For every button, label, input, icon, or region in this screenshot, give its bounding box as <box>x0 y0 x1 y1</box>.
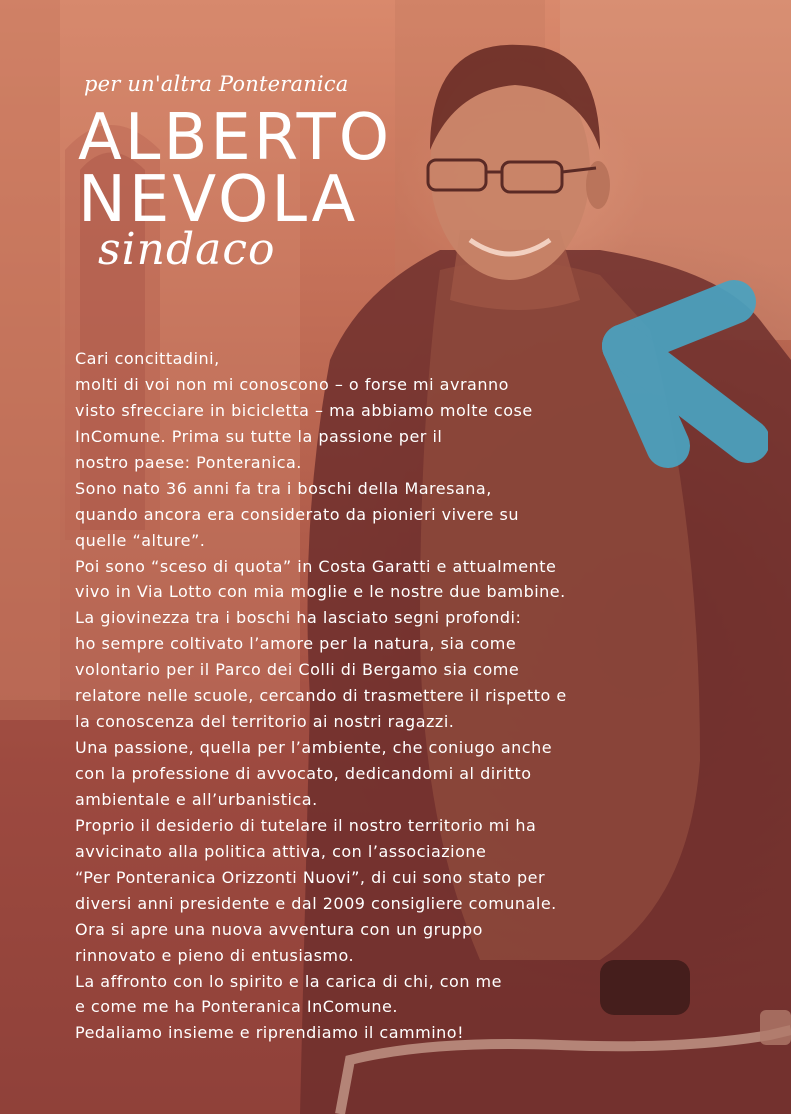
letter-line: vivo in Via Lotto con mia moglie e le nostre due bambine. <box>75 582 566 602</box>
letter-line: ho sempre coltivato l’amore per la natura, sia come <box>75 634 517 654</box>
letter-line: Una passione, quella per l’ambiente, che coniugo anche <box>75 738 553 758</box>
letter-line: con la professione di avvocato, dedicandomi al diritto <box>75 764 532 783</box>
letter-line: ambientale e all’urbanistica. <box>75 789 318 809</box>
letter-line: rinnovato e pieno di entusiasmo. <box>75 945 355 965</box>
letter-line: quelle “alture”. <box>75 530 206 550</box>
bicycle-bell <box>760 1010 791 1045</box>
letter-line: Pedaliamo insieme e riprendiamo il cammino! <box>75 1023 464 1043</box>
letter-line: InComune. Prima su tutte la passione per il <box>75 426 443 446</box>
letter-line: Sono nato 36 anni fa tra i boschi della Maresana, <box>75 478 492 498</box>
tagline: per un'altra Ponteranica <box>84 72 349 96</box>
letter-line: nostro paese: Ponteranica. <box>75 452 302 472</box>
letter-line: la conoscenza del territorio ai nostri ragazzi. <box>75 712 455 732</box>
arrow-up-left-icon <box>598 276 768 476</box>
letter-line: relatore nelle scuole, cercando di trasmettere il rispetto e <box>75 686 567 706</box>
letter-line: quando ancora era considerato da pionieri vivere su <box>75 504 519 524</box>
letter-line: diversi anni presidente e dal 2009 consigliere comunale. <box>75 893 557 913</box>
letter-line: avvicinato alla politica attiva, con l’associazione <box>75 841 487 861</box>
candidate-role: sindaco <box>98 224 276 275</box>
letter-line: Proprio il desiderio di tutelare il nostro territorio mi ha <box>75 815 537 835</box>
candidate-first-name: ALBERTO <box>78 101 393 175</box>
candidate-letter <box>75 346 615 1046</box>
letter-line: Ora si apre una nuova avventura con un gruppo <box>75 919 483 939</box>
letter-line: “Per Ponteranica Orizzonti Nuovi”, di cui sono stato per <box>75 867 546 887</box>
letter-line: Cari concittadini, <box>75 349 220 368</box>
building-column <box>0 0 60 720</box>
letter-line: La affronto con lo spirito e la carica di chi, con me <box>75 971 502 991</box>
letter-line: visto sfrecciare in bicicletta – ma abbiamo molte cose <box>75 400 533 420</box>
letter-line: La giovinezza tra i boschi ha lasciato segni profondi: <box>75 608 522 628</box>
letter-line: molti di voi non mi conoscono – o forse mi avranno <box>75 374 509 394</box>
letter-line: Poi sono “sceso di quota” in Costa Garatti e attualmente <box>75 556 557 576</box>
letter-line: e come me ha Ponteranica InComune. <box>75 997 398 1017</box>
candidate-last-name: NEVOLA <box>78 163 359 237</box>
letter-line: volontario per il Parco dei Colli di Bergamo sia come <box>75 660 520 680</box>
